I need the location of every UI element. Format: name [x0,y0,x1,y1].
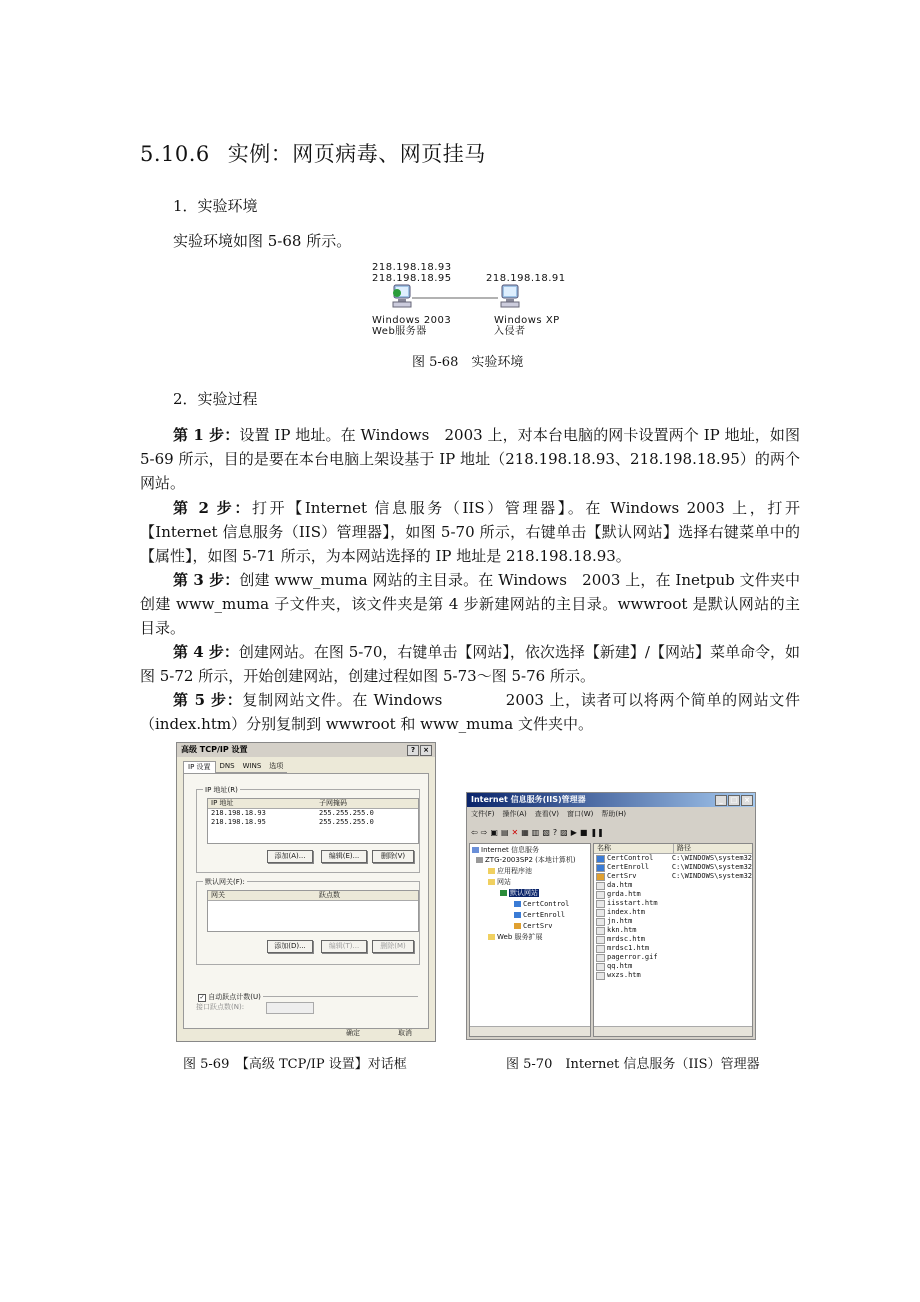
refresh-icon[interactable]: ▥ [531,827,540,837]
help-icon[interactable]: ? [552,827,558,837]
tree-certsrv-label: CertSrv [523,922,553,930]
gw-list-header [208,891,418,901]
tree-default-site[interactable] [500,889,539,898]
step-2-label: 第 2 步： [173,499,252,517]
tree-web-ext-label: Web 服务扩展 [497,933,543,941]
globe-icon [514,901,521,907]
help-button[interactable]: ? [407,745,419,756]
mask-cell: 255.255.255.0 [319,809,374,817]
up-folder-icon[interactable]: ▣ [490,827,498,837]
globe-icon [500,890,507,896]
list-item[interactable] [594,935,752,944]
tree-app-pools[interactable] [488,867,532,876]
file-icon [596,918,605,926]
fig68-caption: 图 5-68 实验环境 [412,355,524,370]
ok-button[interactable]: 确定 [346,1029,360,1037]
tree-websites-label: 网站 [497,878,511,886]
file-icon [596,900,605,908]
iis-titlebar [467,793,755,807]
env-intro: 实验环境如图 5-68 所示。 [173,232,352,250]
file-name: index.htm [607,908,645,916]
iis-list-pane [593,843,753,1037]
tab-dns[interactable]: DNS [216,761,239,773]
file-name: CertEnroll [607,863,650,871]
section-number: 5.10.6 [140,142,210,166]
iis-toolbar [471,825,751,839]
folder-icon [488,934,495,940]
file-name: qq.htm [607,962,633,970]
file-icon [596,927,605,935]
show-tree-icon[interactable]: ▤ [500,827,509,837]
file-icon [596,945,605,953]
col-ip[interactable]: IP 地址 [211,799,234,807]
delete-gateway-button[interactable]: 删除(M) [372,940,414,953]
file-icon [596,891,605,899]
tcpip-titlebar [177,743,435,757]
tree-app-pools-label: 应用程序池 [497,867,532,875]
file-name: da.htm [607,881,633,889]
play-icon[interactable]: ▶ [570,827,577,837]
list-item[interactable] [594,908,752,917]
tree-certenroll-label: CertEnroll [523,911,566,919]
step-3-text: 创建 www_muma 网站的主目录。在 Windows 2003 上，在 Inetpub 文件夹中创建 www_muma 子文件夹，该文件夹是第 4 步新建网站的主目录。wwwroot 是默认网站的主目录。 [140,571,800,637]
step-2 [140,496,800,568]
gateway-group [196,878,420,965]
mask-cell: 255.255.255.0 [319,818,374,826]
edit-gateway-button[interactable]: 编辑(T)... [321,940,367,953]
client-computer-icon [500,284,522,310]
file-name: pagerror.gif [607,953,658,961]
section-title-text: 实例：网页病毒、网页挂马 [227,142,486,166]
pause-icon[interactable]: ❚❚ [590,827,604,837]
file-name: grda.htm [607,890,641,898]
ip-address-group [196,786,420,873]
col-path[interactable]: 路径 [677,844,691,852]
tree-default-site-label: 默认网站 [510,889,538,897]
tree-server[interactable] [476,856,576,865]
menu-file[interactable]: 文件(F) [471,810,495,818]
tab-ip-settings[interactable]: IP 设置 [183,761,216,773]
step-1-text: 设置 IP 地址。在 Windows 2003 上，对本台电脑的网卡设置两个 IP 地址，如图 5-69 所示，目的是要在本台电脑上架设基于 IP 地址（218.198.18.93、218.198.18.95）的两个网站。 [140,426,800,492]
tcpip-dialog [176,742,436,1042]
list-item[interactable] [594,899,752,908]
globe-icon [596,855,605,863]
iis-list-header [594,844,752,854]
step-5-label: 第 5 步： [173,691,243,709]
file-icon [596,954,605,962]
step-5 [140,688,800,736]
tree-server-label: ZTG-2003SP2 (本地计算机) [485,856,576,864]
tree-root[interactable] [472,846,539,855]
file-path: C:\WINDOWS\system32 [671,863,752,871]
server-ip1: 218.198.18.93 [372,262,452,273]
menu-view[interactable]: 查看(V) [534,810,560,818]
server-icon [476,857,483,863]
file-name: CertSrv [607,872,637,880]
ip-cell: 218.198.18.93 [211,809,266,817]
app-icon [514,923,521,929]
folder-icon [488,879,495,885]
close-button[interactable]: × [420,745,432,756]
tcpip-title: 高级 TCP/IP 设置 [181,745,248,754]
step-1-label: 第 1 步： [173,426,240,444]
server-role: Web服务器 [372,326,427,337]
file-name: CertControl [607,854,654,862]
file-name: kkn.htm [607,926,637,934]
step-4 [140,640,800,688]
iis-manager-window [466,792,756,1040]
ip-address-group-label: IP 地址(R) [205,786,238,794]
file-icon [596,882,605,890]
tree-certsrv[interactable] [514,922,553,931]
table-row[interactable] [208,818,418,827]
tcpip-tabs [183,761,287,773]
file-icon [596,936,605,944]
computer-icon[interactable]: ▨ [560,827,568,837]
section-title [140,138,486,168]
list-item[interactable] [594,890,752,899]
list-item[interactable] [594,971,752,980]
file-icon [596,909,605,917]
tree-root-label: Internet 信息服务 [481,846,540,854]
client-role: 入侵者 [494,326,526,337]
add-ip-button[interactable]: 添加(A)... [267,850,313,863]
export-icon[interactable]: ▧ [542,827,550,837]
iface-metric-label: 接口跃点数(N): [196,1003,245,1011]
iis-title: Internet 信息服务(IIS)管理器 [471,795,586,804]
menu-help[interactable]: 帮助(H) [601,810,627,818]
maximize-button[interactable]: □ [728,795,740,806]
step-5-text: 复制网站文件。在 Windows 2003 上，读者可以将两个简单的网站文件（index.htm）分别复制到 wwwroot 和 www_muma 文件夹中。 [140,691,800,733]
process-heading: 2．实验过程 [173,390,258,408]
menu-action[interactable]: 操作(A) [502,810,527,818]
server-computer-icon [392,284,414,310]
server-ip2: 218.198.18.95 [372,273,452,284]
gateway-list[interactable] [207,890,419,932]
file-name: wxzs.htm [607,971,641,979]
properties-icon[interactable]: ▦ [521,827,529,837]
fig69-caption: 图 5-69 【高级 TCP/IP 设置】对话框 [183,1057,407,1072]
file-name: iisstart.htm [607,899,658,907]
tree-certenroll[interactable] [514,911,565,920]
list-item[interactable] [594,944,752,953]
ip-list-header [208,799,418,809]
forward-icon[interactable]: ⇨ [480,827,488,837]
network-diagram [372,262,566,338]
col-name[interactable]: 名称 [594,844,674,853]
list-item[interactable] [594,917,752,926]
add-gateway-button[interactable]: 添加(D)... [267,940,313,953]
edit-ip-button[interactable]: 编辑(E)... [321,850,367,863]
list-item[interactable] [594,926,752,935]
file-path: C:\WINDOWS\system32 [671,872,752,880]
list-item[interactable] [594,881,752,890]
env-heading: 1．实验环境 [173,197,258,215]
step-3 [140,568,800,640]
file-path: C:\WINDOWS\system32 [671,854,752,862]
delete-ip-button[interactable]: 删除(V) [372,850,414,863]
col-metric[interactable]: 跃点数 [319,891,340,899]
iface-metric-input[interactable] [266,1002,314,1014]
iis-menubar [471,810,626,819]
file-name: jn.htm [607,917,633,925]
cancel-button[interactable]: 取消 [398,1029,412,1037]
stop-icon[interactable]: ■ [579,827,588,837]
auto-metric-label: 自动跃点计数(U) [208,993,261,1001]
ip-address-list[interactable] [207,798,419,844]
globe-icon [596,864,605,872]
tree-certcontrol[interactable] [514,900,569,909]
menu-window[interactable]: 窗口(W) [567,810,594,818]
step-4-label: 第 4 步： [173,643,239,661]
tab-wins[interactable]: WINS [239,761,266,773]
checkbox-icon[interactable]: ✓ [199,994,205,1001]
file-list [594,854,752,980]
tree-web-ext[interactable] [488,933,543,942]
step-4-text: 创建网站。在图 5-70，右键单击【网站】，依次选择【新建】/【网站】菜单命令，如图 5-72 所示，开始创建网站，创建过程如图 5-73～图 5-76 所示。 [140,643,800,685]
list-item[interactable] [594,854,752,863]
step-1 [140,423,800,495]
client-ip: 218.198.18.91 [486,273,566,284]
folder-icon [488,868,495,874]
iis-tree-pane [469,843,591,1037]
globe-icon [596,873,605,881]
auto-metric[interactable] [196,992,263,1002]
file-name: mrdsc.htm [607,935,645,943]
minimize-button[interactable]: _ [715,795,727,806]
gateway-group-label: 默认网关(F): [205,878,245,886]
table-row[interactable] [208,809,418,818]
delete-icon[interactable]: ✕ [511,827,519,837]
list-item[interactable] [594,872,752,881]
col-gateway[interactable]: 网关 [211,891,225,899]
iis-icon [472,847,479,853]
step-3-label: 第 3 步： [173,571,240,589]
tree-websites[interactable] [488,878,511,887]
tcpip-tab-panel [183,773,429,1029]
file-name: mrdsc1.htm [607,944,650,952]
ip-cell: 218.198.18.95 [211,818,266,826]
client-os: Windows XP [494,315,560,326]
iis-close-button[interactable]: × [741,795,753,806]
globe-icon [514,912,521,918]
fig70-caption: 图 5-70 Internet 信息服务（IIS）管理器 [506,1057,760,1072]
tab-options[interactable]: 选项 [265,761,287,773]
file-icon [596,963,605,971]
list-item[interactable] [594,863,752,872]
col-mask[interactable]: 子网掩码 [319,799,347,807]
list-hscrollbar[interactable] [594,1026,752,1036]
file-icon [596,972,605,980]
metric-group [196,993,418,1023]
tree-certcontrol-label: CertControl [523,900,570,908]
list-item[interactable] [594,962,752,971]
step-2-text: 打开【Internet 信息服务（IIS）管理器】。在 Windows 2003 上，打开【Internet 信息服务（IIS）管理器】，如图 5-70 所示，右键单击【默认网站】选择右键菜单中的【属性】，如图 5-71 所示，为本网站选择的 IP 地址是 218.198.18.93。 [140,499,800,565]
tree-hscrollbar[interactable] [470,1026,590,1036]
server-os: Windows 2003 [372,315,452,326]
back-icon[interactable]: ⇦ [471,827,478,837]
list-item[interactable] [594,953,752,962]
